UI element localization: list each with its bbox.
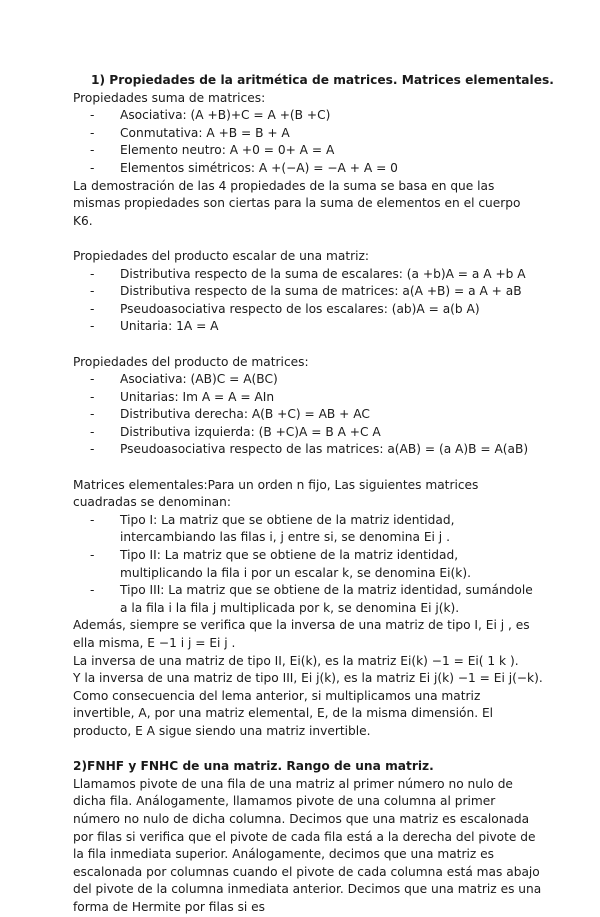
list-item: - Unitarias: Im A = A = AIn — [73, 389, 543, 407]
list-item: - Tipo II: La matriz que se obtiene de la matriz identidad, multiplicando la fila i por un escalar k, se denomina Ei(k). — [73, 547, 543, 582]
list-item: - Asociativa: (A +B)+C = A +(B +C) — [73, 107, 543, 125]
escalar-heading: Propiedades del producto escalar de una matriz: — [73, 248, 369, 263]
suma-list — [73, 107, 543, 177]
spacer — [73, 336, 543, 354]
elementales-intro: Matrices elementales:Para un orden n fijo, Las siguientes matrices cuadradas se denominan: — [73, 477, 479, 510]
list-item: - Distributiva derecha: A(B +C) = AB + AC — [73, 406, 543, 424]
list-item: - Distributiva respecto de la suma de matrices: a(A +B) = a A + aB — [73, 283, 543, 301]
suma-heading: Propiedades suma de matrices: — [73, 90, 266, 105]
escalar-list — [73, 266, 543, 336]
list-item: - Elemento neutro: A +0 = 0+ A = A — [73, 142, 543, 160]
paragraph: Como consecuencia del lema anterior, si multiplicamos una matriz invertible, A, por una matriz elemental, E, de la misma dimensión. El producto, E A sigue siendo una matriz invertible. — [73, 688, 494, 738]
list-item: - Asociativa: (AB)C = A(BC) — [73, 371, 543, 389]
list-item: - Pseudoasociativa respecto de las matrices: a(AB) = (a A)B = A(aB) — [73, 441, 543, 459]
list-item: - Tipo I: La matriz que se obtiene de la matriz identidad, intercambiando las filas i, j entre si, se denomina Ei j . — [73, 512, 543, 547]
section-1-title: 1) Propiedades de la aritmética de matrices. Matrices elementales. — [91, 73, 554, 87]
list-item: - Distributiva izquierda: (B +C)A = B A +C A — [73, 424, 543, 442]
list-item: - Tipo III: La matriz que se obtiene de la matriz identidad, sumándole a la fila i la fila j multiplicada por k, se denomina Ei j(k). — [73, 582, 543, 617]
section-2-body: Llamamos pivote de una fila de una matriz al primer número no nulo de dicha fila. Análogamente, llamamos pivote de una columna al primer número no nulo de dicha columna. Decimos que una matriz es escalonada por filas si verifica que el pivote de cada fila está a la derecha del pivote de la fila inmediata superior. Análogamente, decimos que una matriz es escalonada por columnas cuando el pivote de cada columna está mas abajo del pivote de la columna inmediata anterior. Decimos que una matriz es una forma de Hermite por filas si es — [73, 776, 542, 914]
producto-list — [73, 371, 543, 459]
list-item: - Unitaria: 1A = A — [73, 318, 543, 336]
spacer — [73, 230, 543, 248]
paragraph: Y la inversa de una matriz de tipo III, Ei j(k), es la matriz Ei j(k) −1 = Ei j(−k). — [73, 671, 543, 686]
spacer — [73, 741, 543, 759]
producto-heading: Propiedades del producto de matrices: — [73, 354, 309, 369]
list-item: - Pseudoasociativa respecto de los escalares: (ab)A = a(b A) — [73, 301, 543, 319]
list-item: - Elementos simétricos: A +(−A) = −A + A = 0 — [73, 160, 543, 178]
elementales-list — [73, 512, 543, 618]
paragraph: La inversa de una matriz de tipo II, Ei(k), es la matriz Ei(k) −1 = Ei( 1 k ). — [73, 653, 519, 668]
suma-note: La demostración de las 4 propiedades de la suma se basa en que las mismas propiedades son ciertas para la suma de elementos en el cuerpo K6. — [73, 178, 521, 228]
list-item: - Distributiva respecto de la suma de escalares: (a +b)A = a A +b A — [73, 266, 543, 284]
section-2-title: 2)FNHF y FNHC de una matriz. Rango de una matriz. — [73, 759, 434, 774]
spacer — [73, 459, 543, 477]
document-page — [73, 72, 554, 917]
paragraph: Además, siempre se verifica que la inversa de una matriz de tipo I, Ei j , es ella misma, E −1 i j = Ei j . — [73, 618, 530, 650]
list-item: - Conmutativa: A +B = B + A — [73, 125, 543, 143]
